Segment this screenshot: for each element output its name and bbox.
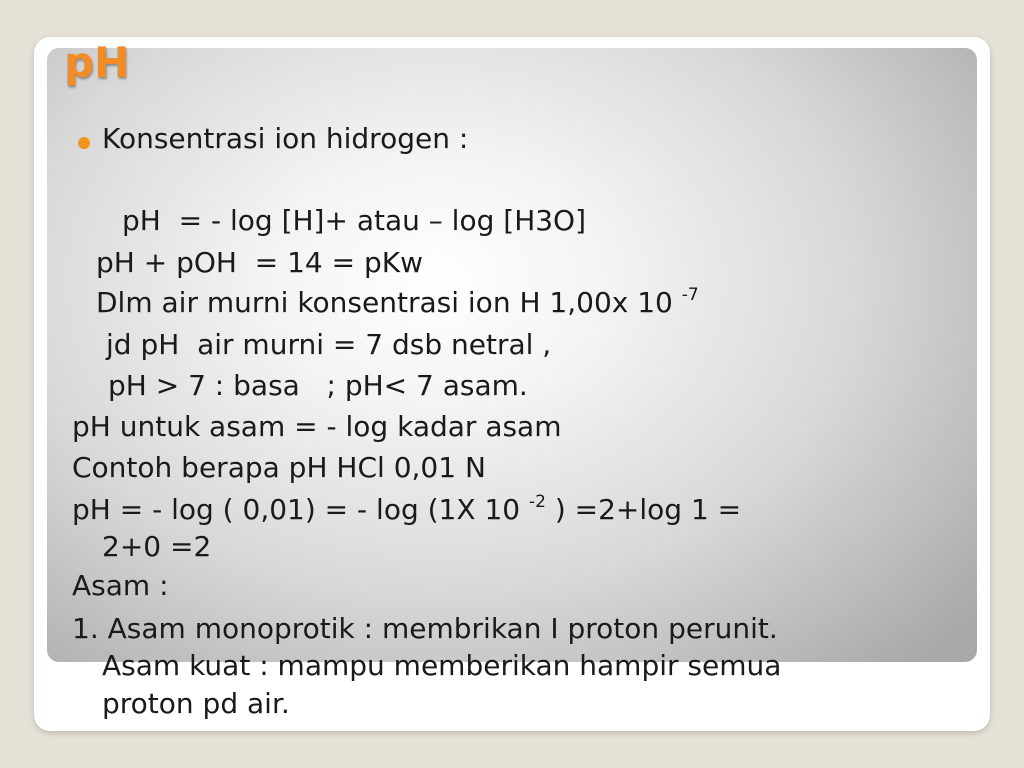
exponent: -7	[681, 285, 699, 305]
exponent: -2	[528, 492, 546, 512]
slide-title: pH	[64, 38, 130, 87]
calculation-text-b: ) =2+log 1 =	[545, 493, 742, 526]
pure-water-line	[96, 286, 699, 320]
acid-heading: Asam :	[72, 569, 169, 602]
calculation-line	[72, 493, 741, 527]
calculation-result: 2+0 =2	[102, 530, 212, 563]
base-acid-line: pH > 7 : basa ; pH< 7 asam.	[108, 369, 528, 402]
strong-acid-line: Asam kuat : mampu memberikan hampir semua	[102, 649, 782, 682]
formula-ph: pH = - log [H]+ atau – log [H3O]	[122, 204, 587, 237]
neutral-line: jd pH air murni = 7 dsb netral ,	[106, 328, 552, 361]
example-line: Contoh berapa pH HCl 0,01 N	[72, 451, 486, 484]
monoprotic-line: 1. Asam monoprotik : membrikan I proton perunit.	[72, 612, 778, 645]
bullet-icon	[78, 137, 90, 149]
proton-line: proton pd air.	[102, 687, 290, 720]
pure-water-text: Dlm air murni konsentrasi ion H 1,00x 10	[96, 286, 682, 319]
acid-formula-line: pH untuk asam = - log kadar asam	[72, 410, 562, 443]
bullet-text: Konsentrasi ion hidrogen :	[102, 122, 469, 155]
calculation-text-a: pH = - log ( 0,01) = - log (1X 10	[72, 493, 529, 526]
formula-pkw: pH + pOH = 14 = pKw	[96, 246, 424, 279]
